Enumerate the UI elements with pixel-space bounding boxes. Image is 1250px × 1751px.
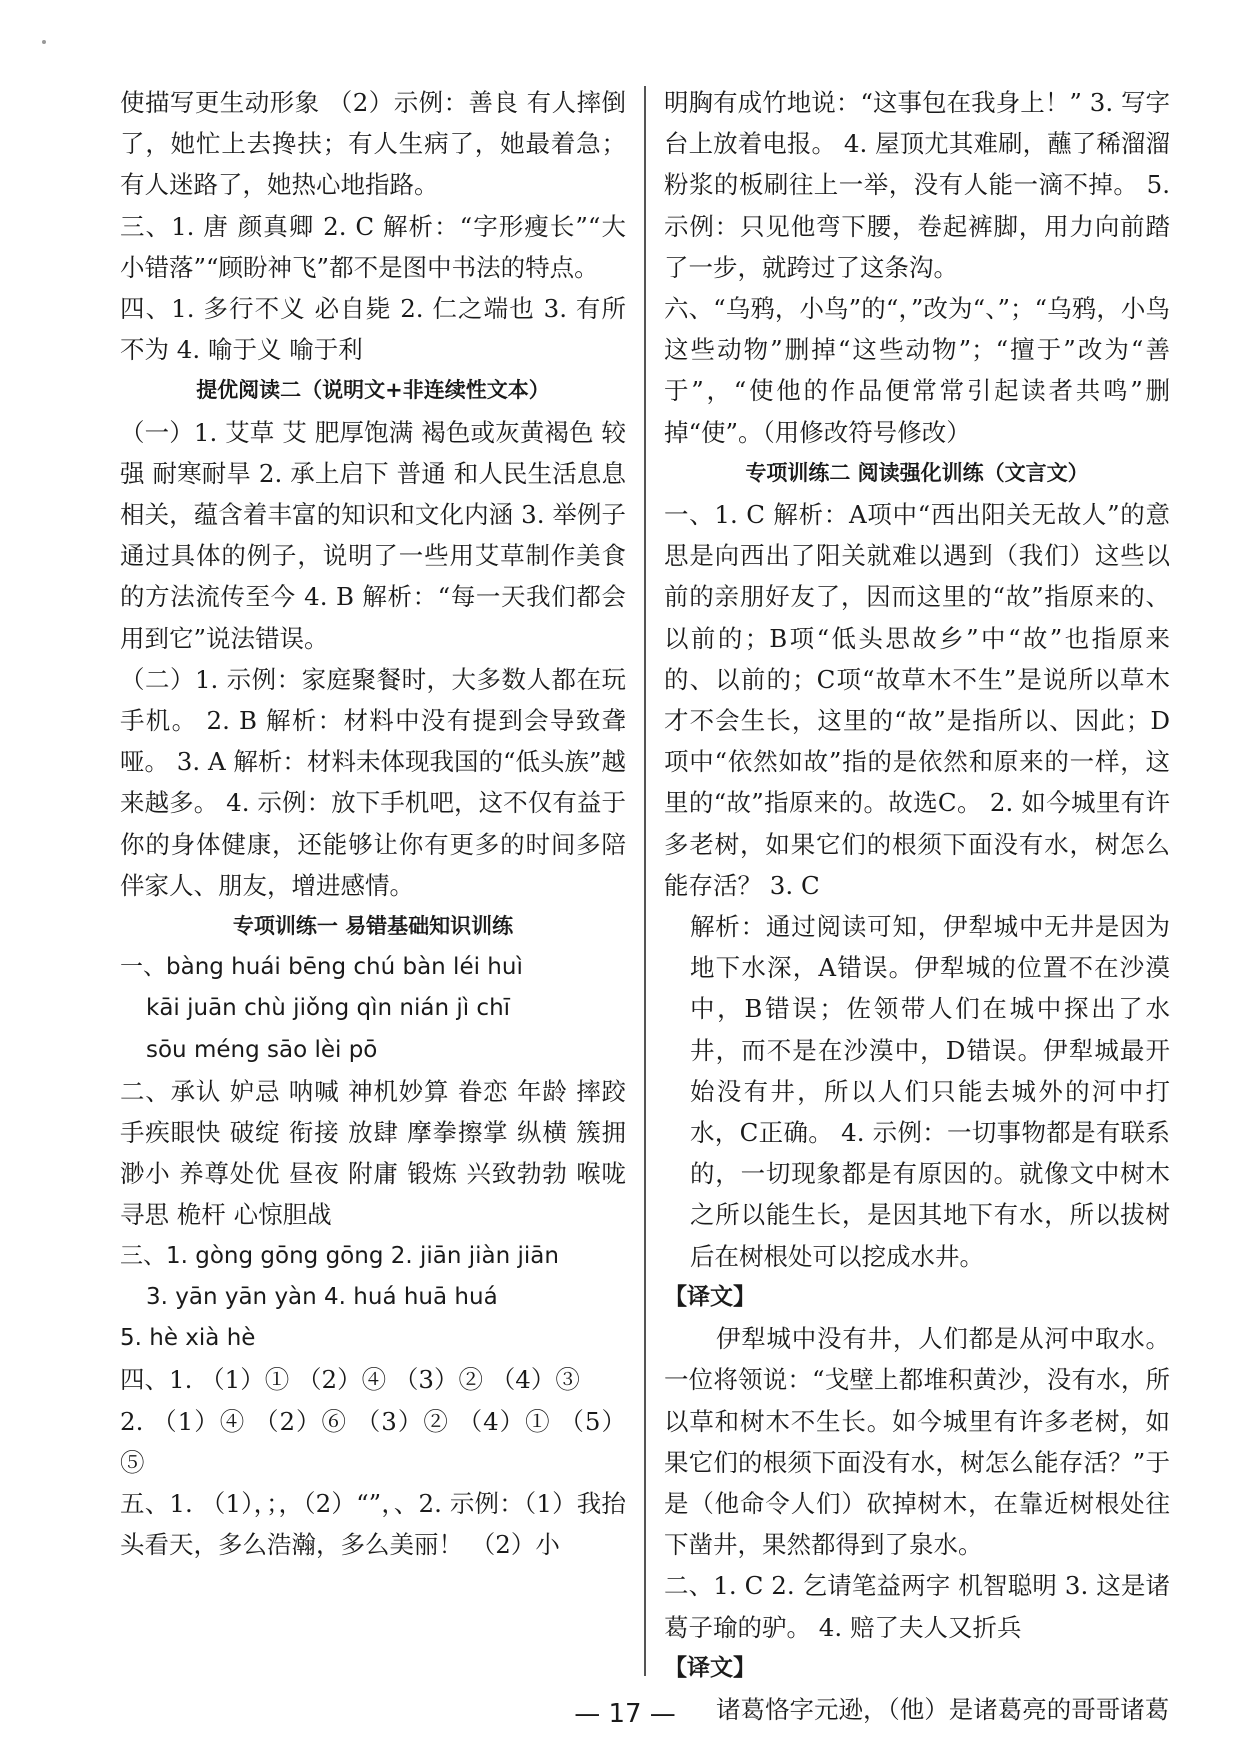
- translation-label: 【译文】: [664, 1654, 756, 1681]
- pinyin-line: kāi juān chù jiǒng qìn nián jì chī: [146, 995, 511, 1022]
- section-heading: 专项训练一 易错基础知识训练: [232, 914, 514, 939]
- answer-paragraph: 一、1. C 解析：A项中“西出阳关无故人”的意思是向西出了阳关就难以遇到（我们）这些以前的亲朋好友了，因而这里的“故”指原来的、以前的；B项“低头思故乡”中“故”也指原来的、以前的；C项“故草木不生”是说所以草木才不会生长，这里的“故”是指所以、因此；D项中“依然如故”指的是依然和原来的一样，这里的“故”指原来的。故选C。 2. 如今城里有许多老树，如果它们的根须下面没有水，树怎么能存活？ 3. C: [664, 500, 1170, 900]
- translation-label: 【译文】: [664, 1283, 756, 1310]
- pinyin-line: 一、bàng huái bēng chú bàn léi huì: [120, 954, 523, 981]
- answer-paragraph: 二、承认 妒忌 呐喊 神机妙算 眷恋 年龄 摔跤 手疾眼快 破绽 衔接 放肆 摩拳擦掌 纵横 簇拥 渺小 养尊处优 昼夜 附庸 锻炼 兴致勃勃 喉咙 寻思 桅杆 心惊胆战: [120, 1076, 626, 1230]
- answer-paragraph: 2. （1）④ （2）⑥ （3）② （4）① （5）⑤: [120, 1406, 626, 1477]
- pinyin-line: sōu méng sāo lèi pō: [146, 1036, 378, 1063]
- pinyin-line: 5. hè xià hè: [120, 1325, 256, 1352]
- translation-paragraph: 伊犁城中没有井，人们都是从河中取水。一位将领说：“戈壁上都堆积黄沙，没有水，所以草和树木不生长。如今城里有许多老树，如果它们的根须下面没有水，树怎么能存活？”于是（他命令人们）砍掉树木，在靠近树根处往下凿井，果然都得到了泉水。: [664, 1324, 1170, 1560]
- section-heading: 提优阅读二（说明文+非连续性文本）: [196, 378, 550, 403]
- page-number: — 17 —: [574, 1699, 676, 1729]
- answer-paragraph: （一）1. 艾草 艾 肥厚饱满 褐色或灰黄褐色 较强 耐寒耐旱 2. 承上启下 普通 和人民生活息息相关，蕴含着丰富的知识和文化内涵 3. 举例子 通过具体的例子，说明了一些用艾草制作美食的方法流传至今 4. B 解析：“每一天我们都会用到它”说法错误。: [120, 417, 626, 653]
- answer-paragraph: 三、1. 唐 颜真卿 2. C 解析：“字形瘦长”“大小错落”“顾盼神飞”都不是图中书法的特点。: [120, 211, 626, 282]
- section-heading: 专项训练二 阅读强化训练（文言文）: [745, 460, 1089, 485]
- answer-paragraph: 六、“乌鸦，小鸟”的“，”改为“、”；“乌鸦，小鸟这些动物”删掉“这些动物”；“擅于”改为“善于”，“使他的作品便常常引起读者共鸣”删掉“使”。（用修改符号修改）: [664, 294, 1170, 447]
- answer-paragraph: 解析：通过阅读可知，伊犁城中无井是因为地下水深，A错误。伊犁城的位置不在沙漠中，B错误；佐领带人们在城中探出了水井，而不是在沙漠中，D错误。伊犁城最开始没有井，所以人们只能去城外的河中打水，C正确。 4. 示例：一切事物都是有联系的，一切现象都是有原因的。就像文中树木之所以能生长，是因其地下有水，所以拔树后在树根处可以挖成水井。: [690, 912, 1170, 1271]
- answer-paragraph: 四、1. 多行不义 必自毙 2. 仁之端也 3. 有所不为 4. 喻于义 喻于利: [120, 294, 626, 365]
- translation-paragraph: 诸葛恪字元逊，（他）是诸葛亮的哥哥诸葛: [716, 1694, 1170, 1724]
- answer-paragraph: 使描写更生动形象 （2）示例：善良 有人摔倒了，她忙上去搀扶；有人生病了，她最着急；有人迷路了，她热心地指路。: [120, 88, 626, 200]
- corner-speck: [42, 40, 46, 44]
- pinyin-line: 三、1. gòng gōng gōng 2. jiān jiàn jiān: [120, 1242, 559, 1269]
- answer-paragraph: 五、1. （1），；，（2）“”，、2. 示例：（1）我抬头看天，多么浩瀚，多么美丽！ （2）小: [120, 1488, 626, 1560]
- right-column: [664, 82, 1170, 1730]
- answer-paragraph: 二、1. C 2. 乞请笔益两字 机智聪明 3. 这是诸葛子瑜的驴。 4. 赔了夫人又折兵: [664, 1571, 1170, 1642]
- column-divider: [644, 86, 646, 1676]
- answer-paragraph: （二）1. 示例：家庭聚餐时，大多数人都在玩手机。 2. B 解析：材料中没有提到会导致聋哑。 3. A 解析：材料未体现我国的“低头族”越来越多。 4. 示例：放下手机吧，这不仅有益于你的身体健康，还能够让你有更多的时间多陪伴家人、朋友，增进感情。: [120, 664, 626, 900]
- left-column: [120, 82, 626, 1565]
- pinyin-line: 3. yān yān yàn 4. huá huā huá: [146, 1283, 498, 1310]
- answer-paragraph: 四、1. （1）① （2）④ （3）② （4）③: [120, 1365, 580, 1395]
- answer-paragraph: 明胸有成竹地说：“这事包在我身上！” 3. 写字台上放着电报。 4. 屋顶尤其难刷，蘸了稀溜溜粉浆的板刷往上一举，没有人能一滴不掉。 5. 示例：只见他弯下腰，卷起裤脚，用力向前踏了一步，就跨过了这条沟。: [664, 88, 1170, 282]
